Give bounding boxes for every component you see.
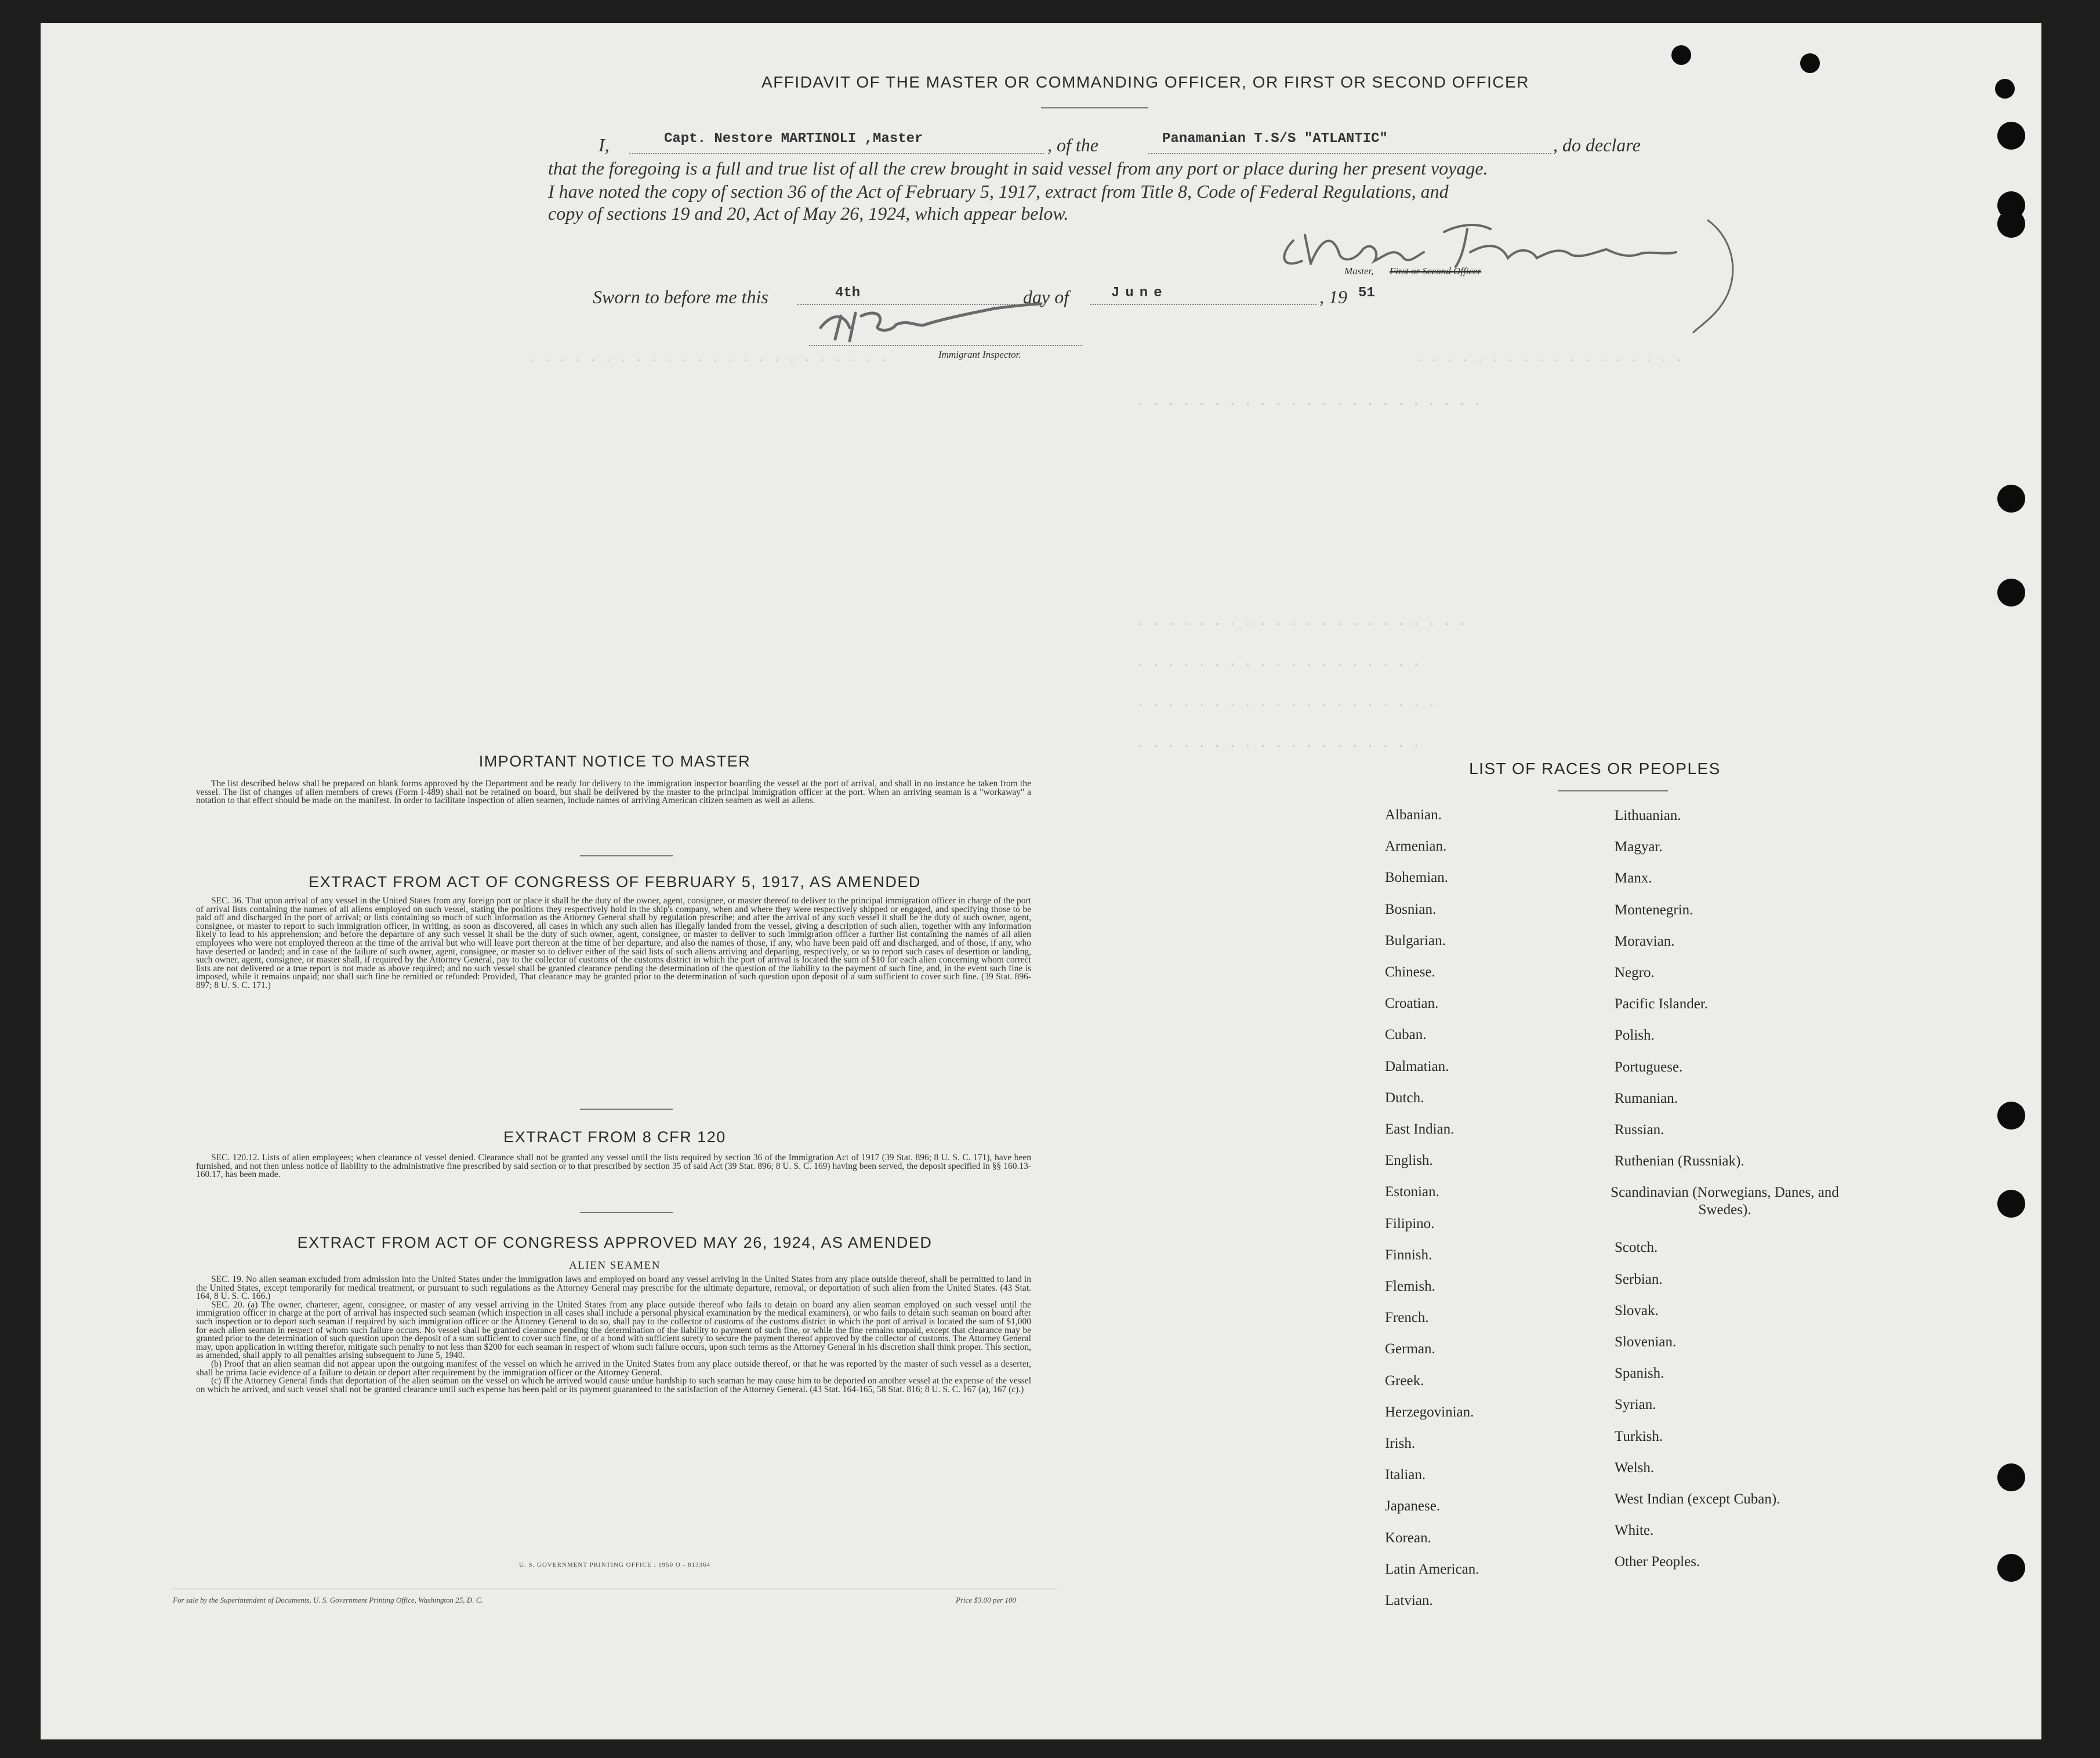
race-item: Finnish. [1385,1247,1432,1263]
race-item: Japanese. [1385,1498,1441,1514]
master-caption: Master, [1344,266,1374,277]
race-item: Dalmatian. [1385,1058,1449,1074]
name-underline [629,153,1044,154]
race-item: Syrian. [1615,1397,1656,1413]
race-item: Herzegovinian. [1385,1404,1474,1420]
divider [1558,790,1668,791]
race-item: Spanish. [1615,1365,1664,1382]
race-item: Moravian. [1615,933,1675,949]
race-item: French. [1385,1310,1429,1326]
race-item: Scotch. [1615,1240,1658,1256]
master-name-field: Capt. Nestore MARTINOLI ,Master [664,131,923,147]
race-item: Dutch. [1385,1089,1424,1106]
races-title: LIST OF RACES OR PEOPLES [1469,760,1721,778]
sec20a-text: SEC. 20. (a) The owner, charterer, agent, consignee, or master of any vessel arriving in the United States from any place outside thereof who fails to detain on board any alien seaman employed on such vessel until the immigration officer in charge at the port of arrival has inspected such seaman (which inspection in all cases shall include a personal physical examination by the medical examiners), or who fails to detain such seaman on board after such inspection or to deport such seaman if required by such immigration officer or the Attorney General to do so, shall pay to the collector of customs of the customs district in which the port of arrival is located the sum of $1,000 for each alien seaman in respect of whom such failure occurs. No vessel shall be granted clearance pending the determination of the liability to payment of such fine, or while the fine remains unpaid, except that clearance may be granted prior to the determination of such question upon the deposit of a sum sufficient to cover such fine, or of a bond with sufficient surety to secure the payment thereof approved by the collector of customs. The Attorney General may, upon application in writing therefor, mitigate such penalty to not less than $200 for each seaman in respect of whom such failure occurs, upon such terms as the Attorney General in his discretion shall think proper. This section, as amended, shall apply to all penalties arising subsequent to June 5, 1940. [196,1299,1031,1361]
year-prefix: , 19 [1319,286,1347,307]
race-item: Latvian. [1385,1593,1433,1608]
race-item: Scandinavian (Norwegians, Danes, and Swedes). [1611,1185,1839,1218]
race-item: Portuguese. [1615,1059,1683,1075]
race-item: Magyar. [1615,839,1663,855]
notice-text: The list described below shall be prepared on blank forms approved by the Department and be ready for delivery to the immigration inspector boarding the vessel at the port of arrival, and shall in no instance be taken from the vessel. The list of changes of alien members of crews (Form I-489) shall not be retained on board, but shall be delivered by the master to the principal immigration officer at the port. When an arriving seaman is a "workaway" a notation to that effect should be made on the manifest. In order to facilitate inspection of alien seamen, include names of arriving American citizen seamen as well as aliens. [196,779,1031,806]
race-item: Serbian. [1615,1271,1663,1287]
punch-hole [1997,1554,2025,1582]
race-item: Latin American. [1385,1561,1479,1577]
punch-hole [1997,1102,2025,1129]
sworn-label: Sworn to before me this [593,286,768,307]
month-underline [1090,304,1316,305]
race-item: Armenian. [1385,838,1447,855]
extract-1924-title: EXTRACT FROM ACT OF CONGRESS APPROVED MAY 26, 1924, AS AMENDED [297,1234,933,1251]
inspector-caption: Immigrant Inspector. [938,349,1021,360]
sec20c-text: (c) If the Attorney General finds that deportation of the alien seaman on the vessel on which he arrived would cause undue hardship to such seaman he may cause him to be deported on another vessel at the expense of the vessel on which he arrived, and such vessel shall not be granted clearance until such expense has been paid or its payment guaranteed to the satisfaction of the Attorney General. (43 Stat. 164-165, 58 Stat. 816; 8 U. S. C. 167 (a), 167 (c).) [196,1376,1031,1394]
race-item: Manx. [1615,870,1652,887]
pronoun: I, [599,135,610,155]
year-field: 51 [1358,285,1375,301]
race-item: Welsh. [1615,1459,1655,1476]
divider [580,855,673,856]
declaration-line: copy of sections 19 and 20, Act of May 26, 1924, which appear below. [548,203,1069,224]
race-item: English. [1385,1153,1433,1169]
race-item: Cuban. [1385,1027,1427,1043]
race-item: Russian. [1615,1122,1664,1138]
race-item: West Indian (except Cuban). [1615,1491,1780,1507]
race-item: White. [1615,1523,1654,1539]
punch-hole [1995,79,2015,99]
inspector-underline [809,345,1082,346]
punch-hole [1997,122,2025,150]
race-item: Slovenian. [1615,1334,1677,1350]
footer-price: Price $3.00 per 100 [956,1596,1016,1604]
race-item: Other Peoples. [1615,1554,1700,1570]
footer-sale-note: For sale by the Superintendent of Documents, U. S. Government Printing Office, Washington 25, D. C. [173,1596,483,1604]
sworn-day-field: 4th [835,285,861,301]
extract-cfr-title: EXTRACT FROM 8 CFR 120 [503,1128,726,1146]
race-item: Estonian. [1385,1184,1439,1200]
punch-hole [1997,210,2025,238]
sec120-text: SEC. 120.12. Lists of alien employees; when clearance of vessel denied. Clearance shall not be granted any vessel until the lists required by section 36 of the Immigration Act of 1917 (39 Stat. 896; 8 U. S. C. 171), have been furnished, and not then unless notice of liability to the administrative fine prescribed by said section or to that prescribed by section 35 of said Act (39 Stat. 896; 8 U. S. C. 169) having been served, the deposit specified in §§ 160.13-160.17, has been made. [196,1153,1031,1180]
affidavit-title: AFFIDAVIT OF THE MASTER OR COMMANDING OFFICER, OR FIRST OR SECOND OFFICER [761,73,1529,91]
race-item: Polish. [1615,1027,1655,1044]
master-signature [1270,200,1757,339]
race-item: Chinese. [1385,964,1435,980]
race-item: Rumanian. [1615,1090,1678,1106]
punch-hole [1997,1463,2025,1491]
divider [1041,107,1148,108]
day-of-label: day of [1023,286,1069,307]
race-item: Lithuanian. [1615,808,1681,823]
race-item: Albanian. [1385,807,1442,823]
race-item: German. [1385,1341,1435,1357]
race-item: Greek. [1385,1372,1424,1389]
race-item: Slovak. [1615,1302,1659,1318]
race-item: Negro. [1615,965,1655,980]
race-item: Ruthenian (Russniak). [1615,1153,1744,1169]
race-item: Turkish. [1615,1428,1663,1444]
race-item: Bohemian. [1385,870,1449,886]
officer-caption-struck: First or Second Officer [1390,266,1482,277]
race-item: Irish. [1385,1436,1416,1451]
sec36-text: SEC. 36. That upon arrival of any vessel in the United States from any foreign port or place it shall be the duty of the owner, agent, consignee, or master thereof to deliver to the principal immigration officer in charge of the port of arrival lists containing the names of all aliens employed on such vessel, stating the positions they respectively hold in the ship's company, when and where they were respectively shipped or engaged, and specifying those to be paid off and discharged in the port of arrival; or lists containing so much of such information as the Attorney General shall by regulation prescribe; and after the arrival of any such vessel it shall be the duty of such owner, agent, consignee, or master to report to such immigration officer, in writing, as soon as discovered, all cases in which any such alien has illegally landed from the vessel, giving a description of such alien, together with any information likely to lead to his apprehension; and before the departure of any such vessel it shall be the duty of such owner, agent, consignee, or master to deliver to such immigration officer a further list containing the names of all alien employees who were not employed thereon at the time of the arrival but who will leave port thereon at the time of her departure, and also the names of those, if any, who have been paid off and discharged, and of those, if any, who have deserted or landed; and in case of the failure of such owner, agent, consignee, or master so to deliver either of the said lists of such aliens arriving and departing, respectively, or so to report such cases of desertion or landing, such owner, agent, consignee, or master shall, if required by the Attorney General, pay to the collector of customs of the customs district in which the port of arrival is located the sum of $10 for each alien concerning whom correct lists are not delivered or a true report is not made as above required; and no such vessel shall be granted clearance pending the determination of the question of the liability to the payment of such fine, and, in the event such fine is imposed, while it remains unpaid; nor shall such fine be remitted or refunded: Provided, That clearance may be granted prior to the determination of such question upon deposit of a sum sufficient to cover such fine. (39 Stat. 896-897; 8 U. S. C. 171.) [196,896,1031,990]
race-item: Korean. [1385,1530,1431,1546]
race-item: Montenegrin. [1615,902,1693,918]
gpo-imprint: U. S. GOVERNMENT PRINTING OFFICE : 1950 O - 813364 [518,1561,710,1568]
sworn-month-field: June [1111,285,1168,301]
vessel-underline [1148,153,1551,154]
extract-cfr-body [196,1154,1031,1179]
race-item: Filipino. [1385,1215,1435,1232]
punch-hole [1997,579,2025,606]
extract-1924-body [196,1276,1031,1394]
notice-body [196,780,1031,805]
extract-1917-title: EXTRACT FROM ACT OF CONGRESS OF FEBRUARY 5, 1917, AS AMENDED [309,873,921,891]
declaration-line: I have noted the copy of section 36 of the Act of February 5, 1917, extract from Title 8, Code of Federal Regulations, and [548,181,1449,202]
punch-hole [1800,53,1820,73]
race-item: Croatian. [1385,996,1439,1012]
race-item: Pacific Islander. [1615,996,1709,1012]
notice-title: IMPORTANT NOTICE TO MASTER [478,753,751,770]
sec19-text: SEC. 19. No alien seaman excluded from admission into the United States under the immigration laws and employed on board any vessel arriving in the United States from any place outside thereof, shall be permitted to land in the United States, except temporarily for medical treatment, or pursuant to such regulations as the Attorney General may prescribe for the ultimate departure, removal, or deportation of such alien from the United States. (43 Stat. 164, 8 U. S. C. 166.) [196,1274,1031,1302]
extract-1917-body [196,897,1031,990]
vessel-name-field: Panamanian T.S/S "ATLANTIC" [1162,131,1388,147]
inspector-signature [809,296,1099,351]
sec20b-text: (b) Proof that an alien seaman did not appear upon the outgoing manifest of the vessel on which he arrived in the United States from any place outside thereof, or that he was reported by the master of such vessel as a deserter, shall be prima facie evidence of a failure to detain or deport after requirement by the immigration officer or the Attorney General. [196,1359,1031,1378]
do-declare-text: , do declare [1553,135,1641,155]
punch-hole [1997,1190,2025,1218]
race-item: Italian. [1385,1467,1426,1483]
divider [580,1212,673,1213]
of-the-text: , of the [1047,135,1098,155]
race-item: East Indian. [1385,1121,1455,1137]
alien-seamen-subtitle: ALIEN SEAMEN [569,1259,661,1272]
race-item: Bosnian. [1385,901,1437,917]
divider [580,1109,673,1110]
punch-hole [1997,485,2025,513]
race-item: Flemish. [1385,1278,1435,1294]
race-item: Bulgarian. [1385,932,1446,949]
declaration-line: that the foregoing is a full and true list of all the crew brought in said vessel from any port or place during her present voyage. [548,158,1488,179]
punch-hole [1671,45,1691,65]
